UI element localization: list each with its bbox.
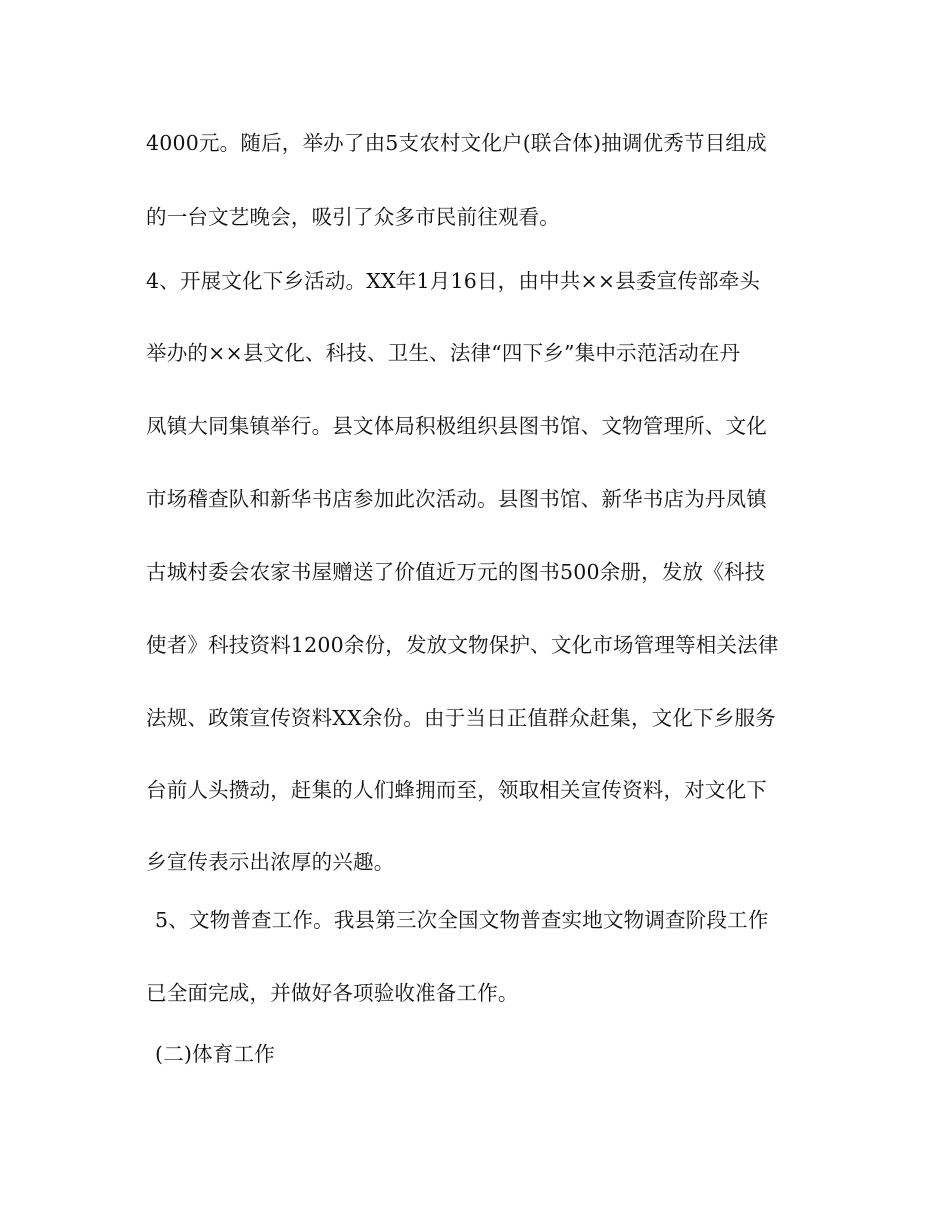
paragraph-heading-4: 4、开展文化下乡活动。XX年1月16日，由中共××县委宣传部牵头 xyxy=(146,269,761,293)
text-line: 古城村委会农家书屋赠送了价值近万元的图书500余册，发放《科技 xyxy=(146,560,766,584)
text-line: 已全面完成，并做好各项验收准备工作。 xyxy=(146,981,519,1005)
text-line: 法规、政策宣传资料XX余份。由于当日正值群众赶集，文化下乡服务 xyxy=(146,706,776,730)
text-line: 市场稽查队和新华书店参加此次活动。县图书馆、新华书店为丹凤镇 xyxy=(146,487,767,511)
text-line: 举办的××县文化、科技、卫生、法律“四下乡”集中示范活动在丹 xyxy=(146,341,741,365)
text-line: 凤镇大同集镇举行。县文体局积极组织县图书馆、文物管理所、文化 xyxy=(146,414,767,438)
text-line: 台前人头攒动，赶集的人们蜂拥而至，领取相关宣传资料，对文化下 xyxy=(146,778,767,802)
paragraph-heading-5: 5、文物普查工作。我县第三次全国文物普查实地文物调查阶段工作 xyxy=(155,908,769,932)
text-line: 使者》科技资料1200余份，发放文物保护、文化市场管理等相关法律 xyxy=(146,633,779,657)
section-heading: (二)体育工作 xyxy=(155,1042,275,1066)
text-line: 乡宣传表示出浓厚的兴趣。 xyxy=(146,850,395,874)
text-line: 4000元。随后，举办了由5支农村文化户(联合体)抽调优秀节目组成 xyxy=(146,131,767,155)
text-line: 的一台文艺晚会，吸引了众多市民前往观看。 xyxy=(146,205,560,229)
